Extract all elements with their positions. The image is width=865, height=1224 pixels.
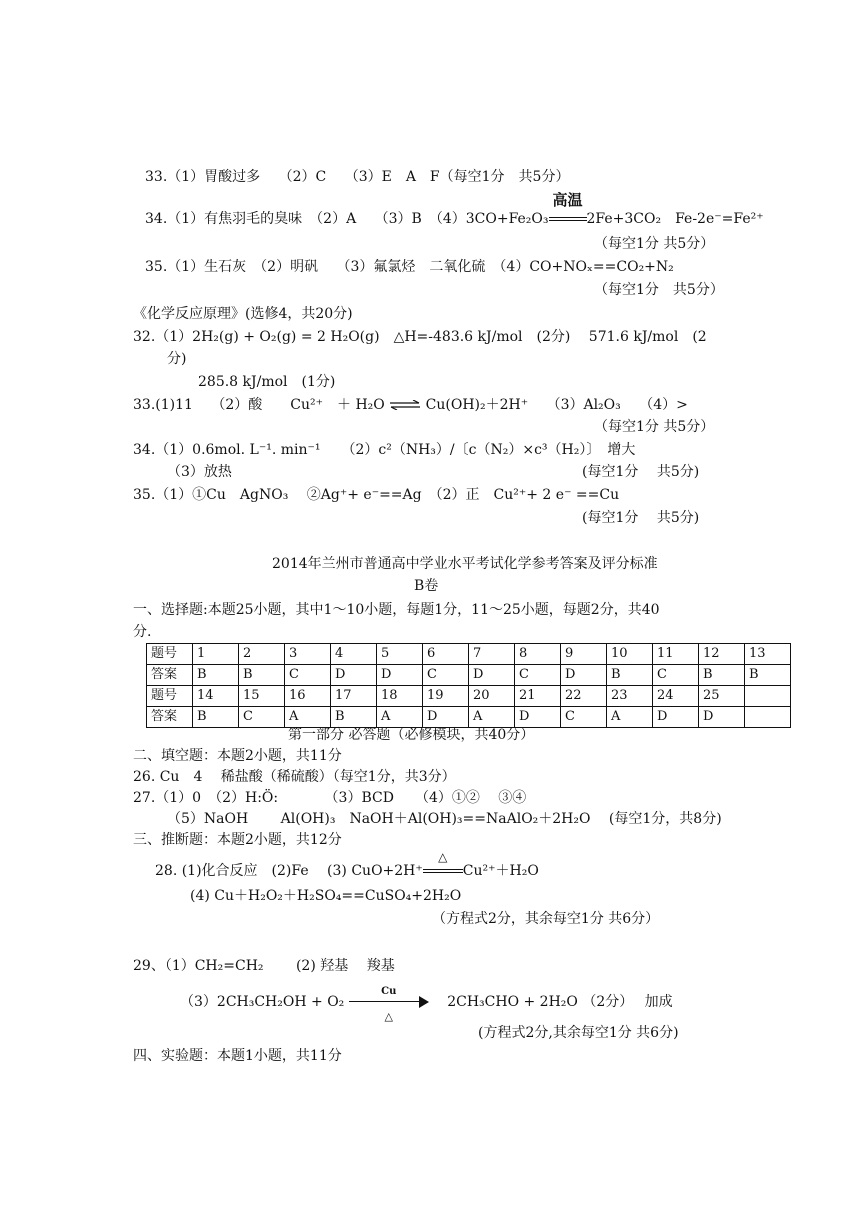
- answer-35-score: （每空1分 共5分）: [594, 282, 724, 298]
- table-cell: C: [423, 665, 469, 686]
- principle-35: 35.（1）①Cu AgNO₃ ②Ag⁺+ e⁻==Ag （2）正 Cu²⁺+ 2 e⁻ ==Cu: [133, 487, 620, 503]
- answer-34: [145, 191, 764, 228]
- table-cell: A: [607, 707, 653, 728]
- table-cell: D: [377, 665, 423, 686]
- reversible-arrow-icon: [389, 400, 421, 410]
- answer-29-products: 2CH₃CHO + 2H₂O （2分） 加成: [447, 994, 673, 1010]
- principle-34-part3: （3）放热: [167, 464, 232, 480]
- table-cell: C: [561, 707, 607, 728]
- principle-32: 32.（1）2H₂(g) + O₂(g) = 2 H₂O(g) △H=-483.6 kJ/mol (2分) 571.6 kJ/mol (2: [133, 329, 707, 345]
- table-cell: 5: [377, 644, 423, 665]
- table-cell: 12: [699, 644, 745, 665]
- table-cell: D: [331, 665, 377, 686]
- table-row: [147, 665, 791, 686]
- table-cell: B: [699, 665, 745, 686]
- table-cell: 7: [469, 644, 515, 665]
- principle-33-products: Cu(OH)₂＋2H⁺ （3）Al₂O₃ （4）>: [425, 397, 688, 413]
- answer-table: [146, 643, 791, 728]
- table-cell: 10: [607, 644, 653, 665]
- principle-33-text: 33.(1)11 （2）酸 Cu²⁺ ＋ H₂O: [133, 397, 385, 413]
- table-cell: 22: [561, 686, 607, 707]
- answer-29-score: (方程式2分,其余每空1分 共6分): [478, 1025, 679, 1041]
- answer-29: 29、（1）CH₂=CH₂ (2) 羟基 羧基: [133, 958, 395, 974]
- answer-26: 26. Cu 4 稀盐酸（稀硫酸）（每空1分，共3分）: [133, 769, 456, 785]
- table-cell: 3: [285, 644, 331, 665]
- answer-34-products: 2Fe+3CO₂ Fe-2e⁻=Fe²⁺: [586, 211, 764, 227]
- table-cell: 8: [515, 644, 561, 665]
- table-cell: 15: [239, 686, 285, 707]
- condition-label: 高温: [552, 191, 583, 209]
- answer-27: 27.（1）0 （2）H:Ö: （3）BCD （4）①② ③④: [133, 790, 527, 806]
- heat-label: △: [384, 1010, 393, 1023]
- section-heading: 《化学反应原理》(选修4，共20分): [133, 306, 353, 322]
- table-cell: B: [745, 665, 791, 686]
- table-cell: 4: [331, 644, 377, 665]
- row-header-cell: 题号: [147, 686, 193, 707]
- table-row: [147, 707, 791, 728]
- answer-35: 35.（1）生石灰 （2）明矾 （3）氟氯烃 二氧化硫 （4）CO+NOₓ==CO₂+N₂: [145, 259, 674, 275]
- row-header-cell: 答案: [147, 665, 193, 686]
- table-cell: 18: [377, 686, 423, 707]
- answer-29-part3: [180, 986, 673, 1023]
- table-cell: 6: [423, 644, 469, 665]
- reaction-arrow-icon: [349, 986, 429, 1023]
- answer-28-part4: (4) Cu＋H₂O₂＋H₂SO₄==CuSO₄+2H₂O: [190, 888, 462, 904]
- page-title: 2014年兰州市普通高中学业水平考试化学参考答案及评分标准: [272, 556, 658, 572]
- table-cell: 17: [331, 686, 377, 707]
- table-cell: D: [653, 707, 699, 728]
- table-row: [147, 644, 791, 665]
- table-cell: D: [515, 707, 561, 728]
- equals-high-temp: [549, 191, 587, 228]
- table-cell: 16: [285, 686, 331, 707]
- answer-27-part5: （5）NaOH Al(OH)₃ NaOH＋Al(OH)₃==NaAlO₂＋2H₂O (每空1分，共8分): [167, 811, 722, 827]
- table-cell: C: [653, 665, 699, 686]
- answer-29-reactants: （3）2CH₃CH₂OH + O₂: [180, 994, 345, 1010]
- table-cell: 23: [607, 686, 653, 707]
- paper-label: B卷: [414, 578, 439, 594]
- answer-33: 33.（1）胃酸过多 （2）C （3）E A F（每空1分 共5分）: [145, 169, 570, 185]
- answer-28-text: 28. (1)化合反应 (2)Fe (3) CuO+2H⁺: [155, 863, 423, 879]
- table-cell: D: [469, 665, 515, 686]
- table-cell: A: [377, 707, 423, 728]
- infer-heading: 三、推断题：本题2小题，共12分: [133, 832, 342, 848]
- table-cell: B: [239, 665, 285, 686]
- answer-28-score: （方程式2分，其余每空1分 共6分）: [432, 911, 660, 927]
- table-cell: D: [561, 665, 607, 686]
- answer-34-score: （每空1分 共5分）: [594, 236, 715, 252]
- table-cell: D: [423, 707, 469, 728]
- answer-28: [155, 850, 539, 880]
- equals-heat: [423, 850, 463, 880]
- mc-heading-cont: 分.: [133, 624, 152, 640]
- exp-heading: 四、实验题：本题1小题，共11分: [133, 1048, 342, 1064]
- table-cell: A: [285, 707, 331, 728]
- answer-34-text: 34.（1）有焦羽毛的臭味 （2）A （3）B （4）3CO+Fe₂O₃: [145, 211, 549, 227]
- row-header-cell: 答案: [147, 707, 193, 728]
- table-cell: C: [515, 665, 561, 686]
- table-cell: C: [239, 707, 285, 728]
- principle-34: 34.（1）0.6mol. L⁻¹. min⁻¹ （2）c²（NH₃）/〔c（N₂）×c³（H₂）〕 增大: [133, 442, 636, 458]
- table-cell: B: [607, 665, 653, 686]
- answer-28-products: Cu²⁺＋H₂O: [462, 863, 539, 879]
- table-row: [147, 686, 791, 707]
- table-cell: 21: [515, 686, 561, 707]
- catalyst-label: Cu: [381, 986, 397, 997]
- principle-34-score: (每空1分 共5分): [582, 464, 700, 480]
- table-cell: B: [193, 665, 239, 686]
- table-cell: B: [331, 707, 377, 728]
- table-cell: D: [699, 707, 745, 728]
- table-cell: [745, 707, 791, 728]
- table-cell: B: [193, 707, 239, 728]
- table-cell: [745, 686, 791, 707]
- heat-symbol: △: [438, 850, 448, 864]
- part-heading: 第一部分 必答题（必修模块，共40分）: [288, 727, 535, 743]
- principle-32-value: 285.8 kJ/mol (1分): [198, 374, 336, 390]
- table-cell: 1: [193, 644, 239, 665]
- table-cell: 20: [469, 686, 515, 707]
- table-cell: 25: [699, 686, 745, 707]
- fill-heading: 二、填空题：本题2小题，共11分: [133, 748, 342, 764]
- table-cell: 24: [653, 686, 699, 707]
- table-cell: 19: [423, 686, 469, 707]
- table-cell: 2: [239, 644, 285, 665]
- principle-33-score: （每空1分 共5分）: [594, 419, 715, 435]
- row-header-cell: 题号: [147, 644, 193, 665]
- principle-32-cont: 分): [167, 351, 187, 367]
- mc-heading: 一、选择题:本题25小题，其中1～10小题，每题1分，11～25小题，每题2分，共40: [133, 602, 660, 618]
- table-cell: A: [469, 707, 515, 728]
- principle-33: [133, 396, 688, 414]
- table-cell: 9: [561, 644, 607, 665]
- table-cell: 11: [653, 644, 699, 665]
- table-cell: 13: [745, 644, 791, 665]
- table-cell: 14: [193, 686, 239, 707]
- principle-35-score: (每空1分 共5分): [582, 510, 700, 526]
- table-cell: C: [285, 665, 331, 686]
